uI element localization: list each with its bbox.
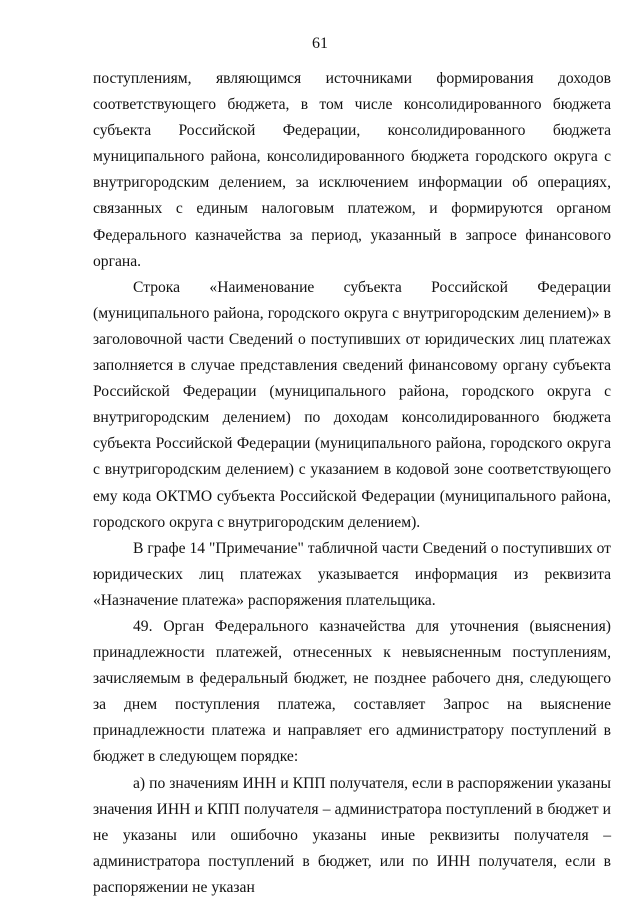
document-body xyxy=(93,66,611,901)
paragraph-region-name-line: Строка «Наименование субъекта Российской Федерации (муниципального района, городского округа с внутригородским делением)» в заголовочной части Сведений о поступивших от юридических лиц платежах заполняется в случае представления сведений финансовому органу субъекта Российской Федерации (муниципального района, городского округа с внутригородским делением) по доходам консолидированного бюджета субъекта Российской Федерации (муниципального района, городского округа с внутригородским делением) с указанием в кодовой зоне соответствующего ему кода ОКТМО субъекта Российской Федерации (муниципального района, городского округа с внутригородским делением). xyxy=(93,278,611,531)
page-number: 61 xyxy=(312,35,328,52)
paragraph-item-49: 49. Орган Федерального казначейства для уточнения (выяснения) принадлежности платежей, отнесенных к невыясненным поступлениям, зачисляемым в федеральный бюджет, не позднее рабочего дня, следующего за днем поступления платежа, составляет Запрос на выяснение принадлежности платежа и направляет его администратору поступлений в бюджет в следующем порядке: xyxy=(93,617,611,766)
paragraph-continuation: поступлениям, являющимся источниками формирования доходов соответствующего бюджета, в том числе консолидированного бюджета субъекта Российской Федерации, консолидированного бюджета муниципального района, консолидированного бюджета городского округа с внутригородским делением, за исключением информации об операциях, связанных с единым налоговым платежом, и формируются органом Федерального казначейства за период, указанный в запросе финансового органа. xyxy=(93,70,611,270)
paragraph-item-49-a: а) по значениям ИНН и КПП получателя, если в распоряжении указаны значения ИНН и КПП получателя – администратора поступлений в бюджет и не указаны или ошибочно указаны иные реквизиты получателя – администратора поступлений в бюджет, или по ИНН получателя, если в распоряжении не указан xyxy=(93,774,611,896)
paragraph-column-14-note: В графе 14 "Примечание" табличной части Сведений о поступивших от юридических лиц платежах указывается информация из реквизита «Назначение платежа» распоряжения плательщика. xyxy=(93,539,611,609)
